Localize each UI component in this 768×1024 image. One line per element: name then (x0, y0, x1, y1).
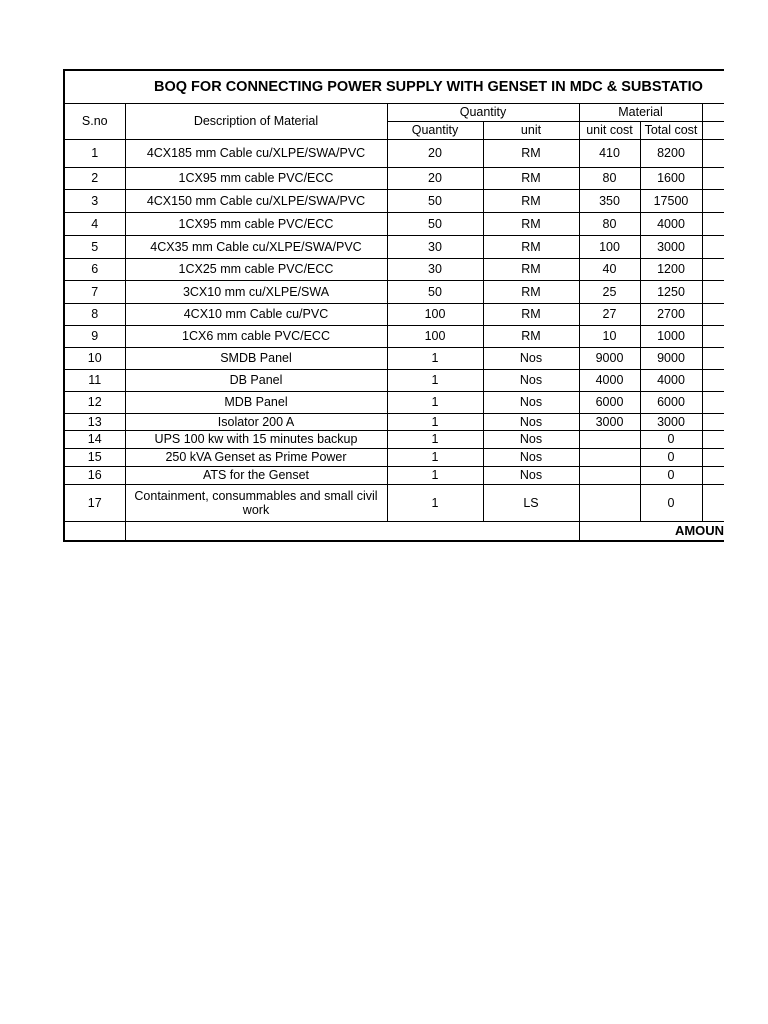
cell-description: UPS 100 kw with 15 minutes backup (125, 430, 387, 448)
cell-sno: 3 (64, 189, 125, 212)
boq-table (63, 69, 724, 542)
cell-description: ATS for the Genset (125, 466, 387, 484)
table-row (64, 189, 724, 212)
cell-unit-cost (579, 484, 640, 521)
boq-sheet (63, 69, 768, 551)
header-unit: unit (483, 121, 579, 139)
table-row (64, 391, 724, 413)
cell-unit-cost (579, 430, 640, 448)
cell-description: 250 kVA Genset as Prime Power (125, 448, 387, 466)
cell-unit-cost: 4000 (579, 369, 640, 391)
table-row (64, 235, 724, 258)
cell-description: 4CX185 mm Cable cu/XLPE/SWA/PVC (125, 139, 387, 167)
table-row (64, 325, 724, 347)
cell-description: 1CX95 mm cable PVC/ECC (125, 167, 387, 189)
cell-description: MDB Panel (125, 391, 387, 413)
table-row (64, 466, 724, 484)
cell-spacer (702, 448, 724, 466)
cell-total-cost: 3000 (640, 413, 702, 430)
cell-total-cost: 3000 (640, 235, 702, 258)
table-row (64, 369, 724, 391)
cell-unit-cost: 80 (579, 167, 640, 189)
cell-quantity: 20 (387, 167, 483, 189)
table-title: BOQ FOR CONNECTING POWER SUPPLY WITH GENSET IN MDC & SUBSTATIO (64, 70, 724, 103)
cell-spacer (702, 430, 724, 448)
cell-total-cost: 4000 (640, 369, 702, 391)
cell-spacer (702, 369, 724, 391)
cell-unit: RM (483, 280, 579, 303)
cell-total-cost: 1200 (640, 258, 702, 280)
cell-spacer (702, 484, 724, 521)
table-row (64, 167, 724, 189)
cell-quantity: 100 (387, 325, 483, 347)
cell-unit: RM (483, 139, 579, 167)
table-row (64, 258, 724, 280)
cell-quantity: 1 (387, 413, 483, 430)
cell-sno: 5 (64, 235, 125, 258)
cell-sno: 12 (64, 391, 125, 413)
cell-description: 4CX35 mm Cable cu/XLPE/SWA/PVC (125, 235, 387, 258)
cell-quantity: 1 (387, 430, 483, 448)
cell-unit-cost: 100 (579, 235, 640, 258)
cell-description: 1CX6 mm cable PVC/ECC (125, 325, 387, 347)
cell-spacer (702, 258, 724, 280)
cell-quantity: 50 (387, 280, 483, 303)
cell-sno: 17 (64, 484, 125, 521)
cell-unit: Nos (483, 466, 579, 484)
header-quantity: Quantity (387, 121, 483, 139)
cell-unit-cost: 9000 (579, 347, 640, 369)
cell-sno: 9 (64, 325, 125, 347)
header-description: Description of Material (125, 103, 387, 139)
cell-sno: 4 (64, 212, 125, 235)
cell-quantity: 1 (387, 466, 483, 484)
table-row (64, 347, 724, 369)
cell-sno: 10 (64, 347, 125, 369)
cell-unit-cost (579, 466, 640, 484)
cell-quantity: 100 (387, 303, 483, 325)
cell-description: 4CX150 mm Cable cu/XLPE/SWA/PVC (125, 189, 387, 212)
cell-unit: Nos (483, 413, 579, 430)
cell-unit-cost: 25 (579, 280, 640, 303)
cell-quantity: 1 (387, 369, 483, 391)
cell-spacer (702, 280, 724, 303)
cell-unit-cost: 10 (579, 325, 640, 347)
cell-unit: Nos (483, 430, 579, 448)
cell-spacer (702, 413, 724, 430)
cell-sno: 6 (64, 258, 125, 280)
cell-sno: 15 (64, 448, 125, 466)
cell-unit-cost (579, 448, 640, 466)
cell-unit: Nos (483, 448, 579, 466)
cell-unit-cost: 350 (579, 189, 640, 212)
cell-total-cost: 9000 (640, 347, 702, 369)
cell-spacer (702, 303, 724, 325)
cell-description: SMDB Panel (125, 347, 387, 369)
cell-unit: Nos (483, 369, 579, 391)
cell-unit: RM (483, 167, 579, 189)
cell-total-cost: 0 (640, 466, 702, 484)
cell-sno: 7 (64, 280, 125, 303)
cell-quantity: 1 (387, 347, 483, 369)
header-spacer (702, 121, 724, 139)
cell-spacer (702, 189, 724, 212)
amount-label: AMOUN (579, 521, 724, 541)
cell-unit: RM (483, 212, 579, 235)
cell-sno: 2 (64, 167, 125, 189)
table-row (64, 139, 724, 167)
cell-spacer (702, 325, 724, 347)
header-sno: S.no (64, 103, 125, 139)
cell-unit: RM (483, 258, 579, 280)
cell-unit-cost: 40 (579, 258, 640, 280)
footer-row (64, 521, 724, 541)
cell-total-cost: 1000 (640, 325, 702, 347)
cell-total-cost: 0 (640, 430, 702, 448)
table-row (64, 212, 724, 235)
table-row (64, 303, 724, 325)
table-row (64, 413, 724, 430)
cell-total-cost: 2700 (640, 303, 702, 325)
cell-sno: 14 (64, 430, 125, 448)
cell-description: 4CX10 mm Cable cu/PVC (125, 303, 387, 325)
cell-spacer (702, 167, 724, 189)
cell-total-cost: 1600 (640, 167, 702, 189)
cell-unit: LS (483, 484, 579, 521)
table-row (64, 448, 724, 466)
cell-unit-cost: 410 (579, 139, 640, 167)
cell-sno: 16 (64, 466, 125, 484)
cell-description: 1CX25 mm cable PVC/ECC (125, 258, 387, 280)
cell-description: Containment, consummables and small civil work (125, 484, 387, 521)
header-spacer (702, 103, 724, 121)
cell-quantity: 1 (387, 484, 483, 521)
footer-blank (125, 521, 579, 541)
cell-sno: 8 (64, 303, 125, 325)
table-row (64, 280, 724, 303)
cell-unit-cost: 80 (579, 212, 640, 235)
cell-unit: RM (483, 325, 579, 347)
cell-unit: Nos (483, 391, 579, 413)
footer-blank (64, 521, 125, 541)
table-row (64, 484, 724, 521)
cell-spacer (702, 235, 724, 258)
cell-total-cost: 0 (640, 448, 702, 466)
cell-quantity: 30 (387, 258, 483, 280)
cell-quantity: 30 (387, 235, 483, 258)
cell-sno: 11 (64, 369, 125, 391)
cell-unit-cost: 27 (579, 303, 640, 325)
cell-spacer (702, 139, 724, 167)
cell-spacer (702, 466, 724, 484)
cell-quantity: 1 (387, 448, 483, 466)
cell-quantity: 20 (387, 139, 483, 167)
cell-description: 1CX95 mm cable PVC/ECC (125, 212, 387, 235)
cell-quantity: 50 (387, 189, 483, 212)
cell-unit: RM (483, 303, 579, 325)
cell-sno: 1 (64, 139, 125, 167)
cell-description: DB Panel (125, 369, 387, 391)
cell-description: Isolator 200 A (125, 413, 387, 430)
cell-sno: 13 (64, 413, 125, 430)
cell-total-cost: 6000 (640, 391, 702, 413)
cell-quantity: 50 (387, 212, 483, 235)
table-row (64, 430, 724, 448)
cell-total-cost: 4000 (640, 212, 702, 235)
cell-spacer (702, 212, 724, 235)
cell-quantity: 1 (387, 391, 483, 413)
cell-unit-cost: 3000 (579, 413, 640, 430)
cell-spacer (702, 391, 724, 413)
header-unit-cost: unit cost (579, 121, 640, 139)
header-material-group: Material (579, 103, 702, 121)
cell-unit: RM (483, 235, 579, 258)
header-quantity-group: Quantity (387, 103, 579, 121)
cell-unit: Nos (483, 347, 579, 369)
cell-unit: RM (483, 189, 579, 212)
cell-total-cost: 0 (640, 484, 702, 521)
cell-unit-cost: 6000 (579, 391, 640, 413)
cell-total-cost: 8200 (640, 139, 702, 167)
cell-spacer (702, 347, 724, 369)
cell-description: 3CX10 mm cu/XLPE/SWA (125, 280, 387, 303)
cell-total-cost: 17500 (640, 189, 702, 212)
cell-total-cost: 1250 (640, 280, 702, 303)
header-total-cost: Total cost (640, 121, 702, 139)
